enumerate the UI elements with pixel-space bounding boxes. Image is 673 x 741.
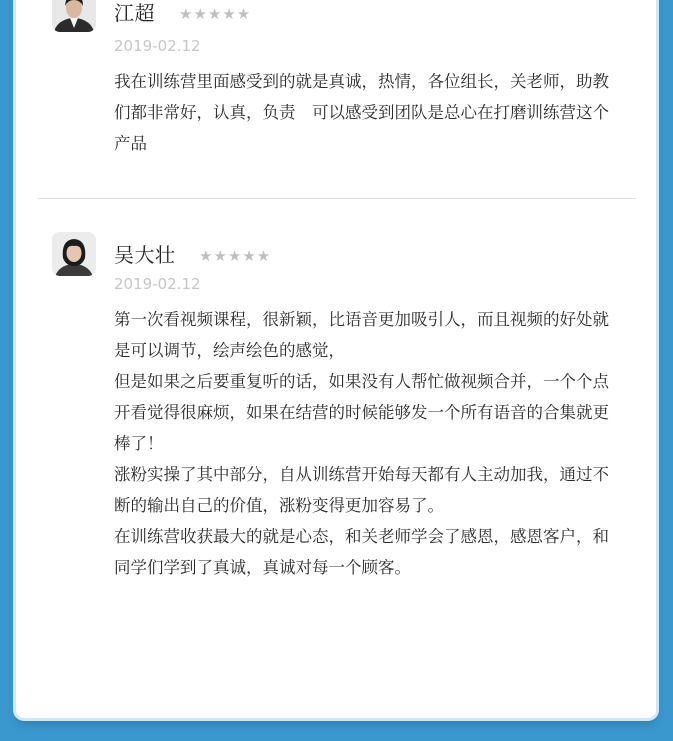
review-paragraph: 在训练营收获最大的就是心态，和关老师学会了感恩，感恩客户，和同学们学到了真诚，真诚对每一个顾客。 <box>114 527 609 577</box>
review-paragraph: 但是如果之后要重复听的话，如果没有人帮忙做视频合并，一个个点开看觉得很麻烦，如果在结营的时候能够发一个所有语音的合集就更棒了！ <box>114 372 609 453</box>
review-date: 2019-02.12 <box>114 37 201 55</box>
avatar[interactable] <box>52 0 96 32</box>
review-paragraph: 涨粉实操了其中部分，自从训练营开始每天都有人主动加我，通过不断的输出自己的价值，涨粉变得更加容易了。 <box>114 465 609 515</box>
user-avatar-icon <box>52 0 96 32</box>
review-paragraph: 我在训练营里面感受到的就是真诚，热情，各位组长，关老师，助教们都非常好，认真，负责 可以感受到团队是总心在打磨训练营这个产品 <box>114 72 609 153</box>
rating-stars: ★★★★★ <box>179 5 252 23</box>
review-text <box>114 304 619 583</box>
rating-stars: ★★★★★ <box>199 247 272 265</box>
review-paragraph: 第一次看视频课程，很新颖，比语音更加吸引人，而且视频的好处就是可以调节，绘声绘色的感觉， <box>114 310 609 360</box>
reviews-card <box>16 0 656 718</box>
review-text <box>114 66 619 159</box>
review-date: 2019-02.12 <box>114 275 201 293</box>
user-avatar-icon <box>52 232 96 276</box>
reviewer-name: 吴大壮 <box>114 243 176 267</box>
reviewer-name: 江超 <box>114 1 155 25</box>
avatar[interactable] <box>52 232 96 276</box>
divider <box>38 198 636 199</box>
